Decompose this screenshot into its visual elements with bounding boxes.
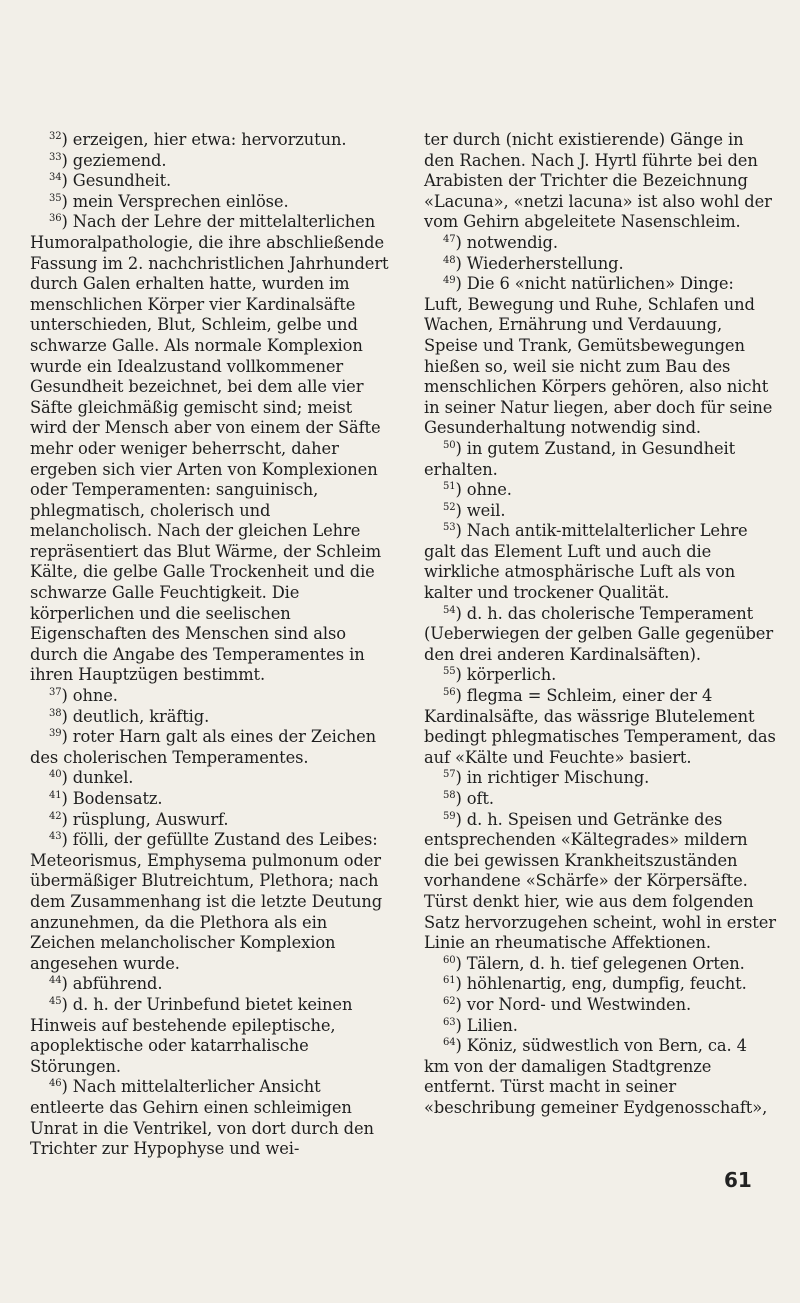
footnote xyxy=(424,810,776,954)
footnote xyxy=(424,233,776,254)
footnote-number: 62 xyxy=(443,995,456,1007)
footnote xyxy=(424,665,776,686)
footnote-number-paren: ) xyxy=(455,809,462,829)
footnote-number-paren: ) xyxy=(455,232,462,252)
footnote-number: 33 xyxy=(49,151,62,163)
footnote xyxy=(424,439,776,480)
footnote xyxy=(424,521,776,603)
footnote-text: oft. xyxy=(466,789,494,808)
footnote-number-paren: ) xyxy=(61,171,68,191)
footnote-text: höhlenartig, eng, dumpfig, feucht. xyxy=(466,974,747,994)
footnote-number: 45 xyxy=(49,995,62,1007)
footnote-text: Nach mittelalterlicher Ansicht entleerte das Gehirn einen schleimigen Unrat in die Ventrikel, von dort durch den Trichter zur Hypophyse und wei- xyxy=(30,1077,374,1159)
footnote-number: 61 xyxy=(443,975,456,987)
footnote-text: in gutem Zustand, in Gesundheit erhalten. xyxy=(424,438,736,479)
footnote xyxy=(30,171,392,192)
footnote xyxy=(30,830,392,974)
footnote-number: 47 xyxy=(443,233,456,245)
footnote-text: körperlich. xyxy=(466,665,557,685)
footnote-number-paren: ) xyxy=(455,480,462,500)
footnote-number-paren: ) xyxy=(455,974,462,994)
footnote xyxy=(424,480,776,501)
footnote-number-paren: ) xyxy=(61,150,68,170)
footnote-number-paren: ) xyxy=(61,727,68,747)
footnote-text: ter durch (nicht existierende) Gänge in den Rachen. Nach J. Hyrtl führte bei den Arabisten der Trichter die Bezeichnung «Lacuna», «netzi lacuna» ist also wohl der vom Gehirn abgeleitete Nasenschleim. xyxy=(424,130,772,232)
footnote xyxy=(30,686,392,707)
footnote-number-paren: ) xyxy=(455,500,462,520)
footnote-number-paren: ) xyxy=(61,789,68,808)
footnote xyxy=(424,768,776,789)
footnote-number-paren: ) xyxy=(455,686,462,706)
footnote xyxy=(30,789,392,810)
footnote-number: 44 xyxy=(49,975,62,987)
footnote xyxy=(424,686,776,768)
footnote-number: 42 xyxy=(49,810,62,822)
footnote-number: 36 xyxy=(49,213,62,225)
footnote-number: 48 xyxy=(443,254,456,266)
footnote xyxy=(30,192,392,213)
footnote-number-paren: ) xyxy=(61,830,68,850)
footnote xyxy=(30,130,392,151)
footnote xyxy=(424,995,776,1016)
footnote-number: 38 xyxy=(49,707,62,719)
footnote-number: 39 xyxy=(49,728,62,740)
footnote-number: 41 xyxy=(49,790,62,801)
footnote-number: 46 xyxy=(49,1078,62,1090)
footnote-number: 43 xyxy=(49,831,62,843)
footnote xyxy=(30,707,392,728)
footnote-text: dunkel. xyxy=(72,768,134,788)
footnote-number-paren: ) xyxy=(455,768,462,788)
footnote-number: 51 xyxy=(443,481,456,493)
footnote-number-paren: ) xyxy=(61,994,68,1014)
footnote-text: weil. xyxy=(466,500,506,520)
footnote-number: 60 xyxy=(443,954,456,966)
footnote xyxy=(424,974,776,995)
footnote-text: Die 6 «nicht natürlichen» Dinge: Luft, Bewegung und Ruhe, Schlafen und Wachen, Ernährung und Verdauung, Speise und Trank, Gemütsbewegungen hießen so, weil sie nicht zum Bau des menschlichen Körpers gehören, also nicht in seiner Natur liegen, aber doch für seine Gesunderhaltung notwendig sind. xyxy=(424,274,773,438)
footnote-number-paren: ) xyxy=(61,768,68,788)
footnote xyxy=(424,1016,776,1037)
footnote-number-paren: ) xyxy=(61,706,68,726)
footnote xyxy=(424,130,776,233)
footnote-text: d. h. Speisen und Getränke des entsprechenden «Kältegrades» mildern die bei gewissen Krankheitszuständen vorhandene «Schärfe» der Körpersäfte. Türst denkt hier, wie aus dem folgenden Satz hervorzugehen scheint, wohl in erster Linie an rheumatische Affektionen. xyxy=(424,809,776,953)
page-number: 61 xyxy=(724,1168,752,1192)
footnote-number: 37 xyxy=(49,687,62,699)
footnote-number: 57 xyxy=(443,769,456,781)
footnote-text: notwendig. xyxy=(466,232,558,252)
footnote-number: 56 xyxy=(443,687,456,699)
footnote-text: fölli, der gefüllte Zustand des Leibes: Meteorismus, Emphysema pulmonum oder übermäßiger Blutreichtum, Plethora; nach dem Zusammenhang ist die letzte Deutung anzunehmen, da die Plethora als ein Zeichen melancholischer Komplexion angesehen wurde. xyxy=(30,830,383,973)
footnote-number-paren: ) xyxy=(455,603,462,623)
footnote xyxy=(30,1077,392,1159)
footnote-number-paren: ) xyxy=(61,686,68,706)
footnote-text: roter Harn galt als eines der Zeichen des cholerischen Temperamentes. xyxy=(30,727,377,767)
footnote-text: vor Nord- und Westwinden. xyxy=(466,994,692,1014)
footnote-number-paren: ) xyxy=(61,212,68,232)
footnote-text: geziemend. xyxy=(72,150,167,170)
footnote xyxy=(424,1036,776,1118)
footnote-number: 63 xyxy=(443,1016,456,1028)
footnote-text: erzeigen, hier etwa: hervorzutun. xyxy=(72,130,347,149)
footnote xyxy=(30,974,392,995)
footnote-number: 34 xyxy=(49,172,62,184)
footnote-text: Köniz, südwestlich von Bern, ca. 4 km von der damaligen Stadtgrenze entfernt. Türst macht in seiner «beschribung gemeiner Eydgenosschaft», xyxy=(424,1036,768,1117)
footnote-text: flegma = Schleim, einer der 4 Kardinalsäfte, das wässrige Blutelement bedingt phlegmatisches Temperament, das auf «Kälte und Feuchte» basiert. xyxy=(424,686,776,767)
footnote-text: in richtiger Mischung. xyxy=(466,768,650,788)
footnote-number-paren: ) xyxy=(455,994,462,1014)
footnote xyxy=(30,810,392,831)
footnote-number: 32 xyxy=(49,131,62,142)
footnote-number-paren: ) xyxy=(455,253,462,273)
footnote-number: 64 xyxy=(443,1037,456,1049)
footnote xyxy=(424,954,776,975)
footnote-number-paren: ) xyxy=(455,789,462,808)
footnote-text: Lilien. xyxy=(466,1015,518,1035)
footnote-number-paren: ) xyxy=(455,521,462,541)
footnote-number: 35 xyxy=(49,192,62,204)
footnote-number-paren: ) xyxy=(61,974,68,994)
footnote-number-paren: ) xyxy=(61,809,68,829)
footnote-number-paren: ) xyxy=(455,1036,462,1056)
footnote xyxy=(30,212,392,686)
footnote-number: 50 xyxy=(443,439,456,451)
footnote-text: mein Versprechen einlöse. xyxy=(72,191,289,211)
footnote-text: Gesundheit. xyxy=(72,171,172,191)
footnotes-right-column xyxy=(424,130,776,1119)
footnote xyxy=(424,501,776,522)
footnote-text: d. h. das cholerische Temperament (Ueberwiegen der gelben Galle gegenüber den drei anderen Kardinalsäften). xyxy=(424,603,774,664)
footnote-number: 40 xyxy=(49,769,62,781)
footnote-number-paren: ) xyxy=(455,953,462,973)
footnote-number: 49 xyxy=(443,275,456,287)
footnote xyxy=(30,727,392,768)
footnote-number-paren: ) xyxy=(455,438,462,458)
footnote-text: d. h. der Urinbefund bietet keinen Hinweis auf bestehende epileptische, apoplektische oder katarrhalische Störungen. xyxy=(30,994,353,1076)
footnote xyxy=(424,604,776,666)
footnote-text: ohne. xyxy=(466,480,512,500)
footnote-text: Nach der Lehre der mittelalterlichen Humoralpathologie, die ihre abschließende Fassung im 2. nachchristlichen Jahrhundert durch Galen erhalten hatte, wurden im menschlichen Körper vier Kardinalsäfte unterschieden, Blut, Schleim, gelbe und schwarze Galle. Als normale Komplexion wurde ein Idealzustand vollkommener Gesundheit bezeichnet, bei dem alle vier Säfte gleichmäßig gemischt sind; meist wird der Mensch aber von einem der Säfte mehr oder weniger beherrscht, daher ergeben sich vier Arten von Komplexionen oder Temperamenten: sanguinisch, phlegmatisch, cholerisch und melancholisch. Nach der gleichen Lehre repräsentiert das Blut Wärme, der Schleim Kälte, die gelbe Galle Trockenheit und die schwarze Galle Feuchtigkeit. Die körperlichen und die seelischen Eigenschaften des Menschen sind also durch die Angabe des Temperamentes in ihren Hauptzügen bestimmt. xyxy=(30,212,389,685)
footnote-number: 53 xyxy=(443,522,456,534)
footnote-number: 52 xyxy=(443,501,456,513)
footnote-text: Bodensatz. xyxy=(72,789,163,808)
footnote xyxy=(424,254,776,275)
footnote xyxy=(424,789,776,810)
footnote xyxy=(424,274,776,439)
footnote xyxy=(30,995,392,1077)
footnote-text: Nach antik-mittelalterlicher Lehre galt das Element Luft und auch die wirkliche atmosphärische Luft als von kalter und trockener Qualität. xyxy=(424,521,748,603)
footnote-number: 55 xyxy=(443,666,456,678)
footnote xyxy=(30,151,392,172)
footnote xyxy=(30,768,392,789)
footnote-number: 58 xyxy=(443,790,456,801)
footnote-text: deutlich, kräftig. xyxy=(72,706,210,726)
footnotes-left-column xyxy=(30,130,392,1160)
footnote-number-paren: ) xyxy=(61,130,68,149)
footnote-text: abführend. xyxy=(72,974,163,994)
footnote-number-paren: ) xyxy=(61,191,68,211)
footnote-number-paren: ) xyxy=(455,274,462,294)
footnote-number: 59 xyxy=(443,810,456,822)
footnote-number-paren: ) xyxy=(455,665,462,685)
footnote-text: Tälern, d. h. tief gelegenen Orten. xyxy=(466,953,745,973)
footnote-text: Wiederherstellung. xyxy=(466,253,624,273)
footnote-number: 54 xyxy=(443,604,456,616)
footnote-number-paren: ) xyxy=(61,1077,68,1097)
footnote-text: rüsplung, Auswurf. xyxy=(72,809,229,829)
footnote-number-paren: ) xyxy=(455,1015,462,1035)
footnote-text: ohne. xyxy=(72,686,118,706)
